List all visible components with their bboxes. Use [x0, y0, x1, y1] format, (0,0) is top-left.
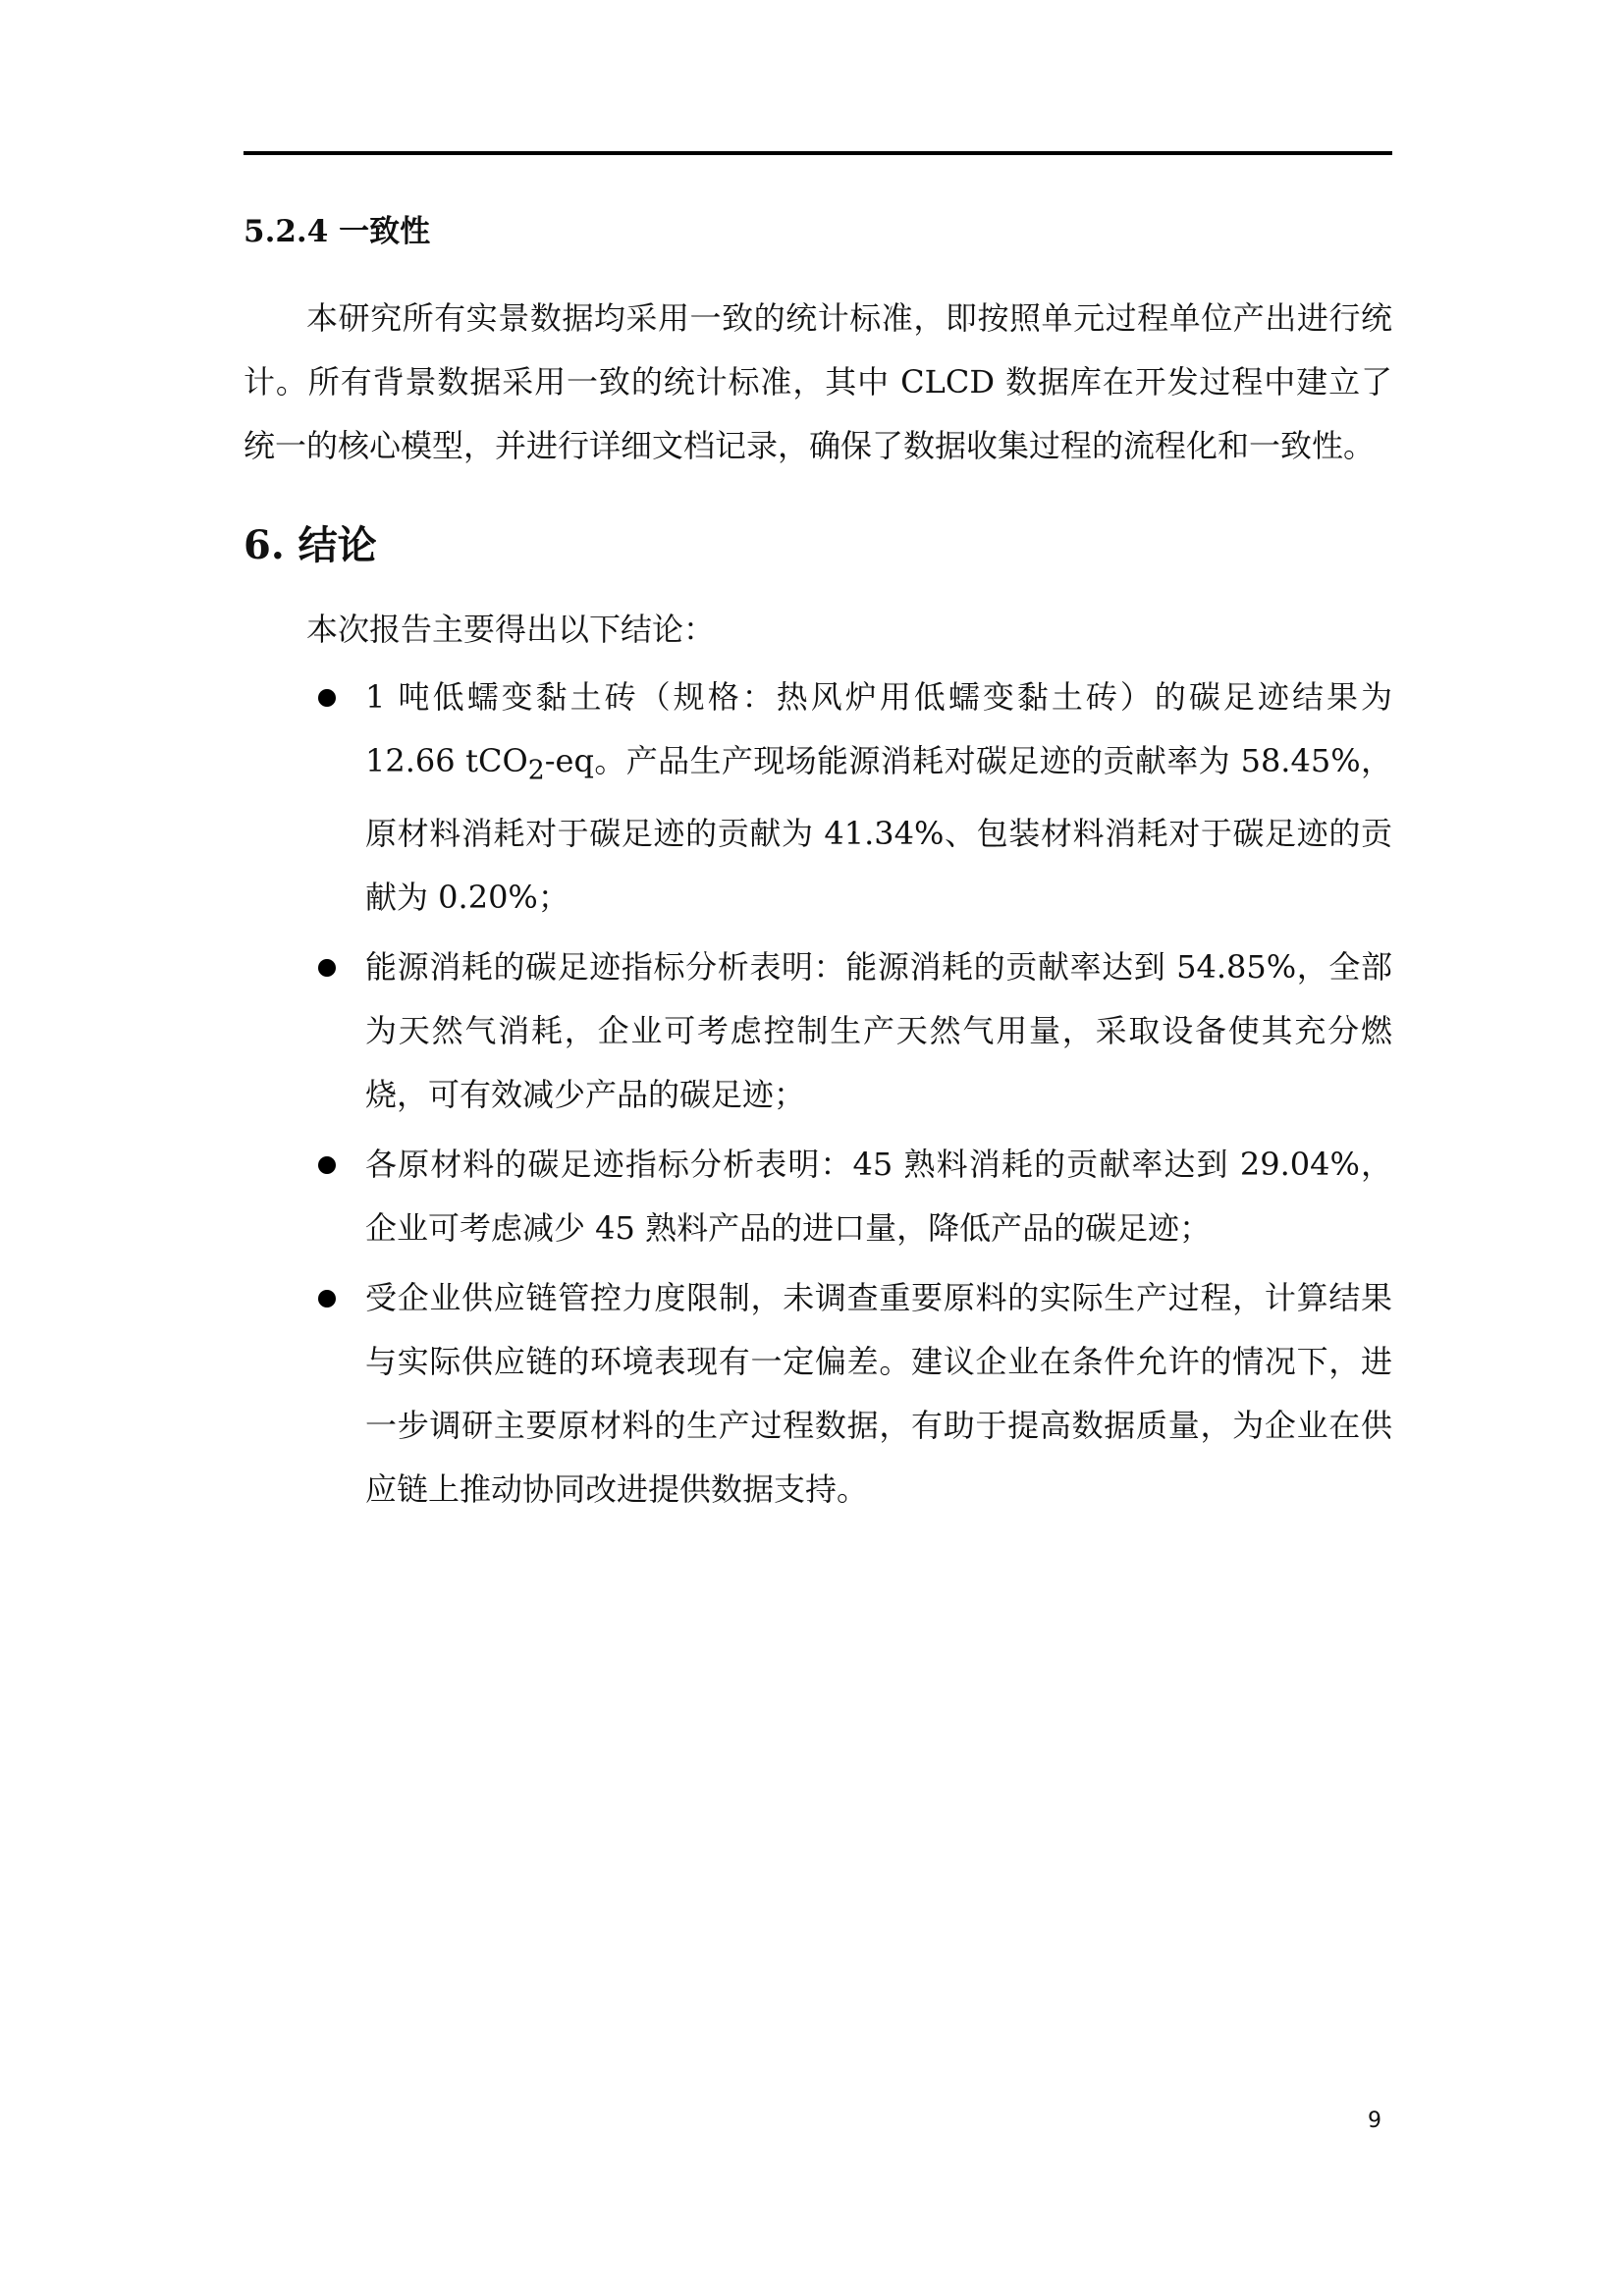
- conclusions-intro: 本次报告主要得出以下结论：: [306, 611, 716, 648]
- conclusion-2-text: 能源消耗的碳足迹指标分析表明：能源消耗的贡献率达到 54.85%，全部为天然气消耗，企业可考虑控制生产天然气用量，采取设备使其充分燃烧，可有效减少产品的碳足迹；: [365, 948, 1392, 1114]
- conclusion-item-3: [244, 1133, 1392, 1260]
- conclusion-1-subscript: 2: [527, 755, 545, 786]
- bullet-dot-icon: [318, 959, 336, 977]
- conclusion-item-4: [244, 1266, 1392, 1522]
- section-5-2-4-body: 本研究所有实景数据均采用一致的统计标准，即按照单元过程单位产出进行统计。所有背景数据采用一致的统计标准，其中 CLCD 数据库在开发过程中建立了统一的核心模型，并进行详细文档记录，确保了数据收集过程的流程化和一致性。: [244, 299, 1392, 464]
- page-number: 9: [1368, 2109, 1381, 2133]
- conclusion-item-1: [244, 666, 1392, 930]
- conclusion-1-text-b: -eq。产品生产现场能源消耗对碳足迹的贡献率为 58.45%，原材料消耗对于碳足迹的贡献为 41.34%、包装材料消耗对于碳足迹的贡献为 0.20%；: [365, 742, 1392, 917]
- bullet-dot-icon: [318, 689, 336, 707]
- conclusion-1-text-a: 1 吨低蠕变黏土砖（规格：热风炉用低蠕变黏土砖）的碳足迹结果为 12.66 tCO: [365, 678, 1392, 779]
- conclusions-list: [244, 666, 1392, 1522]
- header-rule: [244, 151, 1392, 155]
- conclusion-item-2: [244, 935, 1392, 1127]
- page-content: [244, 202, 1392, 1527]
- conclusion-3-text: 各原材料的碳足迹指标分析表明：45 熟料消耗的贡献率达到 29.04%，企业可考虑减少 45 熟料产品的进口量，降低产品的碳足迹；: [365, 1146, 1392, 1248]
- bullet-dot-icon: [318, 1290, 336, 1308]
- conclusion-4-text: 受企业供应链管控力度限制，未调查重要原料的实际生产过程，计算结果与实际供应链的环境表现有一定偏差。建议企业在条件允许的情况下，进一步调研主要原材料的生产过程数据，有助于提高数据质量，为企业在供应链上推动协同改进提供数据支持。: [365, 1279, 1392, 1509]
- section-5-2-4-heading: 5.2.4 一致性: [244, 214, 431, 249]
- section-6-heading: 6. 结论: [244, 522, 377, 568]
- bullet-dot-icon: [318, 1156, 336, 1174]
